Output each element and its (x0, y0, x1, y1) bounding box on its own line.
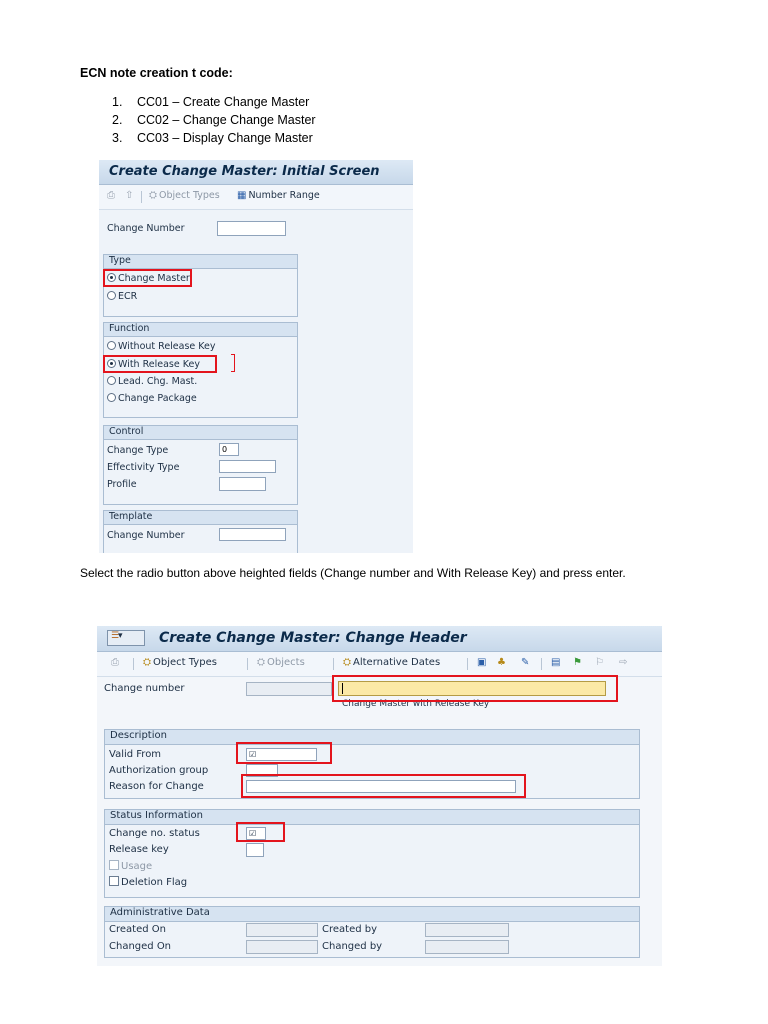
screen2-title-bar (97, 626, 662, 652)
changed-on-label: Changed On (109, 941, 172, 952)
change-number-input[interactable] (246, 682, 332, 696)
screen1-title-bar (99, 160, 413, 185)
template-change-number-input[interactable] (219, 528, 286, 541)
change-type-input[interactable]: 0 (219, 443, 239, 456)
instruction-text: Select the radio button above heighted fields (Change number and With Release Key) and press enter. (80, 566, 626, 580)
screen1-toolbar (99, 185, 413, 210)
hierarchy-icon[interactable]: ♣ (497, 657, 506, 668)
change-number-hint: Change Master with Release Key (342, 699, 490, 709)
reason-for-change-label: Reason for Change (109, 781, 204, 792)
type-group-title: Type (109, 255, 131, 266)
print-icon[interactable]: ⎙ (111, 657, 119, 668)
created-by-field (425, 923, 509, 937)
admin-group-title: Administrative Data (110, 907, 210, 918)
edit-icon[interactable]: ✎ (521, 657, 530, 668)
object-types-icon: ⛭ (143, 657, 151, 668)
checkmark-icon: ☑ (249, 829, 257, 838)
usage-checkbox[interactable]: Usage (109, 860, 152, 872)
screen2-title: Create Change Master: Change Header (159, 630, 467, 646)
radio-change-package[interactable]: Change Package (107, 393, 197, 404)
tcode-num: 3. (112, 131, 123, 145)
highlight-with-release-key (103, 355, 217, 373)
description-group-title: Description (110, 730, 167, 741)
template-change-number-label: Change Number (107, 530, 185, 541)
objects-icon: ⛭ (257, 657, 265, 668)
function-group-title: Function (109, 323, 150, 334)
status-information-group (104, 809, 640, 898)
menu-button[interactable] (107, 630, 145, 646)
doc-heading: ECN note creation t code: (80, 66, 233, 80)
number-range-button[interactable]: ▦ Number Range (237, 190, 320, 201)
changed-on-field (246, 940, 318, 954)
screen2-change-header (97, 626, 662, 966)
object-types-button[interactable]: ⛭ Object Types (143, 657, 217, 668)
effectivity-type-input[interactable] (219, 460, 276, 473)
release-key-label: Release key (109, 844, 169, 855)
screen1-initial-screen (99, 160, 413, 553)
alternative-dates-icon: ⛭ (343, 657, 351, 668)
dropdown-icon: ▾ (118, 631, 123, 641)
created-on-field (246, 923, 318, 937)
tcode-text: CC01 – Create Change Master (137, 95, 310, 109)
green-flag-icon[interactable]: ⚑ (573, 657, 582, 668)
checkbox-icon (109, 860, 119, 870)
radio-with-release-key[interactable]: With Release Key (107, 359, 200, 370)
highlight-bracket-mark (231, 354, 235, 372)
change-number-label: Change Number (107, 223, 185, 234)
tcode-num: 2. (112, 113, 123, 127)
created-on-label: Created On (109, 924, 166, 935)
template-group-title: Template (109, 511, 153, 522)
changed-by-label: Changed by (322, 941, 383, 952)
radio-lead-chg-mast[interactable]: Lead. Chg. Mast. (107, 376, 197, 387)
effectivity-type-label: Effectivity Type (107, 462, 180, 473)
calendar-check-icon: ☑ (249, 750, 257, 759)
radio-ecr[interactable]: ECR (107, 291, 137, 302)
change-number-label: Change number (104, 683, 185, 694)
profile-label: Profile (107, 479, 137, 490)
change-type-label: Change Type (107, 445, 169, 456)
administrative-data-group (104, 906, 640, 958)
change-no-status-label: Change no. status (109, 828, 200, 839)
tcode-text: CC03 – Display Change Master (137, 131, 313, 145)
highlight-valid-from (236, 742, 332, 764)
flag-icon[interactable]: ⚐ (595, 657, 604, 668)
screen2-toolbar (97, 652, 662, 677)
upload-icon[interactable]: ⇧ (125, 190, 134, 201)
alternative-dates-button[interactable]: ⛭ Alternative Dates (343, 657, 441, 668)
highlight-reason-for-change (241, 774, 526, 798)
list-icon[interactable]: ▤ (551, 657, 561, 668)
checkbox-icon (109, 876, 119, 886)
export-icon[interactable]: ⇨ (619, 657, 628, 668)
change-number-input[interactable] (217, 221, 286, 236)
changed-by-field (425, 940, 509, 954)
calendar-icon[interactable]: ▣ (477, 657, 487, 668)
authorization-group-label: Authorization group (109, 765, 209, 776)
print-icon[interactable]: ⎙ (107, 190, 115, 201)
control-group-title: Control (109, 426, 144, 437)
object-types-icon: ⛭ (149, 190, 157, 201)
tcode-text: CC02 – Change Change Master (137, 113, 316, 127)
number-range-icon: ▦ (237, 190, 247, 201)
release-key-input[interactable] (246, 843, 264, 857)
menu-icon: ☰ (111, 631, 120, 641)
object-types-button[interactable]: ⛭ Object Types (149, 190, 220, 201)
radio-off-icon (107, 291, 116, 300)
status-group-title: Status Information (110, 810, 203, 821)
control-group (103, 425, 298, 505)
deletion-flag-checkbox[interactable]: Deletion Flag (109, 876, 187, 888)
template-group (103, 510, 298, 553)
highlight-change-no-status (236, 822, 285, 842)
screen1-title: Create Change Master: Initial Screen (109, 164, 380, 179)
radio-without-release-key[interactable]: Without Release Key (107, 341, 216, 352)
objects-button[interactable]: ⛭ Objects (257, 657, 305, 668)
tcode-num: 1. (112, 95, 123, 109)
radio-change-master[interactable]: Change Master (107, 273, 190, 284)
highlight-change-master (103, 269, 192, 287)
valid-from-label: Valid From (109, 749, 162, 760)
profile-input[interactable] (219, 477, 266, 491)
created-by-label: Created by (322, 924, 378, 935)
highlight-change-number (332, 675, 618, 702)
